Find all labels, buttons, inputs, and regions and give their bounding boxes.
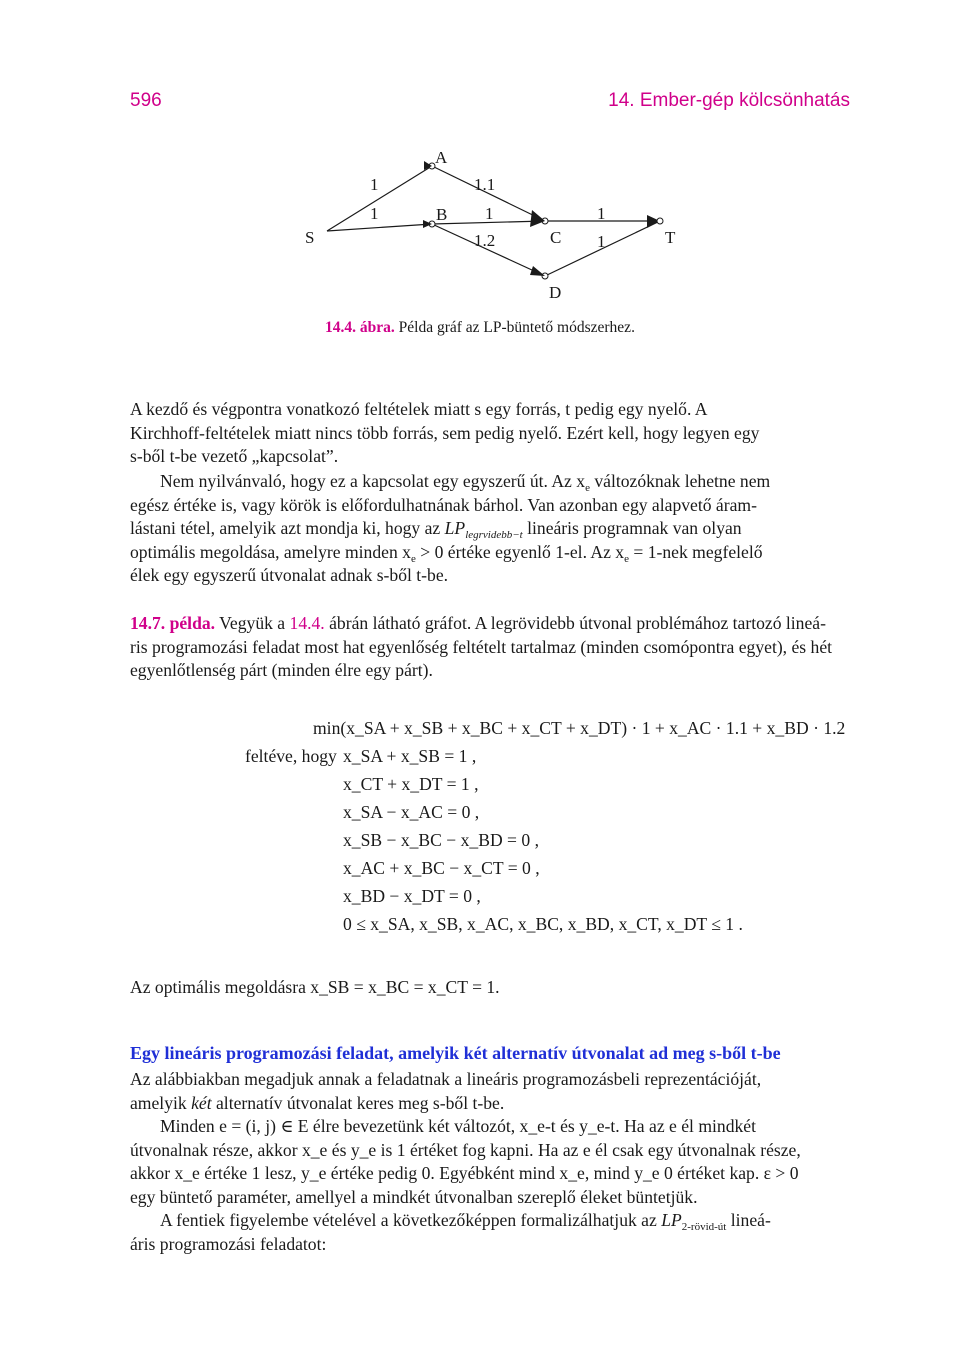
node-a-label: A	[435, 148, 448, 167]
text-line: Minden e = (i, j) ∈ E élre bevezetünk két változót, x_e-t és y_e-t. Ha az e él mindkét	[160, 1116, 756, 1136]
solution-line: Az optimális megoldásra x_SB = x_BC = x_CT = 1.	[130, 977, 500, 997]
edge-label-sa: 1	[370, 175, 379, 194]
paragraph-kirchhoff	[130, 398, 856, 469]
edge-label-ct: 1	[597, 204, 606, 223]
text-line: Nem nyilvánvaló, hogy ez a kapcsolat egy egyszerű út. Az $x_e$ változóknak lehetne nem	[160, 471, 771, 494]
lp-objective: min(x_SA + x_SB + x_BC + x_CT + x_DT) · 1 + x_AC · 1.1 + x_BD · 1.2	[313, 718, 846, 738]
lp-constraint: x_BD − x_DT = 0 ,	[343, 886, 481, 906]
lp-constraint: x_AC + x_BC − x_CT = 0 ,	[343, 858, 540, 878]
graph-figure	[0, 140, 960, 310]
page-number: 596	[130, 90, 162, 111]
node-c-label: C	[550, 228, 562, 247]
node-d-label: D	[549, 283, 562, 302]
text-line: akkor x_e értéke 1 lesz, y_e értéke pedig 0. Egyébként mind x_e, mind y_e 0 értéket kap. ε > 0	[130, 1163, 799, 1183]
edge-label-dt: 1	[597, 232, 606, 251]
section-body	[130, 1068, 856, 1256]
lp-subject-to: feltéve, hogy	[245, 746, 337, 766]
text-line: élek egy egyszerű útvonalat adnak s-ből t-be.	[130, 565, 449, 585]
text-line: Az alábbiakban megadjuk annak a feladatnak a lineáris programozásbeli reprezentációját,	[130, 1069, 762, 1089]
figure-reference: 14.4.	[289, 613, 325, 633]
text-line: A fentiek figyelembe vételével a következőképpen formalizálhatjuk az $LP_{2-rövid-út}$ lineá-	[160, 1210, 771, 1233]
node-d-arrowhead	[530, 266, 545, 276]
text-line: ris programozási feladat most hat egyenlőség feltételt tartalmaz (minden csomópontra egyet), és hét	[130, 636, 833, 657]
lp-constraint: x_SA + x_SB = 1 ,	[343, 746, 477, 766]
edge-label-bc: 1	[485, 204, 494, 223]
text-line: 14.7. példa. Vegyük a 14.4. ábrán látható gráfot. A legrövidebb útvonal problémához tartozó lineá-	[130, 613, 826, 633]
lp-constraint: x_SB − x_BC − x_BD = 0 ,	[343, 830, 539, 850]
lp-constraint: 0 ≤ x_SA, x_SB, x_AC, x_BC, x_BD, x_CT, x_DT ≤ 1 .	[343, 914, 743, 934]
text-line: útvonalnak része, akkor x_e és y_e is 1 értéket fog kapni. Ha az e él csak egy útvonalnak része,	[130, 1139, 801, 1160]
text-line: egy büntető paraméter, amellyel a mindkét útvonalban szereplő éleket büntetjük.	[130, 1186, 698, 1207]
node-t-marker	[657, 218, 663, 224]
edge-s-b	[327, 224, 432, 231]
text-line: optimális megoldása, amelyre minden $x_e > 0$ értéke egyenlő 1-el. Az $x_e = 1-nek$ megfelelő	[130, 541, 763, 565]
edge-s-a	[327, 166, 432, 231]
lp-constraint: x_CT + x_DT = 1 ,	[343, 774, 479, 794]
node-s-label: S	[305, 228, 315, 247]
figure-caption	[0, 319, 960, 337]
paragraph-simple-path	[130, 470, 856, 588]
text-line: egész értéke is, vagy körök is előfordulhatnának bárhol. Van azonban egy alapvető áram-	[130, 494, 757, 515]
section-heading: Egy lineáris programozási feladat, amelyik két alternatív útvonalat ad meg s-ből t-be	[130, 1043, 781, 1063]
chapter-title: 14. Ember-gép kölcsönhatás	[608, 90, 850, 111]
text-line: s-ből t-be vezető „kapcsolat”.	[130, 446, 339, 466]
edge-label-sb: 1	[370, 204, 379, 223]
edge-label-ac: 1.1	[474, 175, 496, 194]
text-line: lástani tétel, amelyik azt mondja ki, hogy az $LP_{legrvidebb-t}$ lineáris programnak van olyan	[130, 518, 742, 541]
edge-label-bd: 1.2	[474, 231, 496, 250]
figure-caption-text: Példa gráf az LP-büntető módszerhez.	[398, 319, 635, 336]
node-b-label: B	[436, 205, 448, 224]
text-line: Kirchhoff-feltételek miatt nincs több forrás, sem pedig nyelő. Ezért kell, hogy legyen egy	[130, 422, 760, 443]
text-line: amelyik két alternatív útvonalat keres meg s-ből t-be.	[130, 1092, 505, 1113]
text-line: egyenlőtlenség párt (minden élre egy párt).	[130, 660, 433, 680]
node-t-label: T	[665, 228, 676, 247]
example-label: 14.7. példa.	[130, 613, 216, 633]
text-line: A kezdő és végpontra vonatkozó feltételek miatt s egy forrás, t pedig egy nyelő. A	[130, 399, 708, 419]
lp-constraint: x_SA − x_AC = 0 ,	[343, 802, 480, 822]
text-line: áris programozási feladatot:	[130, 1233, 327, 1254]
figure-caption-label: 14.4. ábra.	[325, 319, 395, 336]
example-block	[130, 612, 856, 683]
